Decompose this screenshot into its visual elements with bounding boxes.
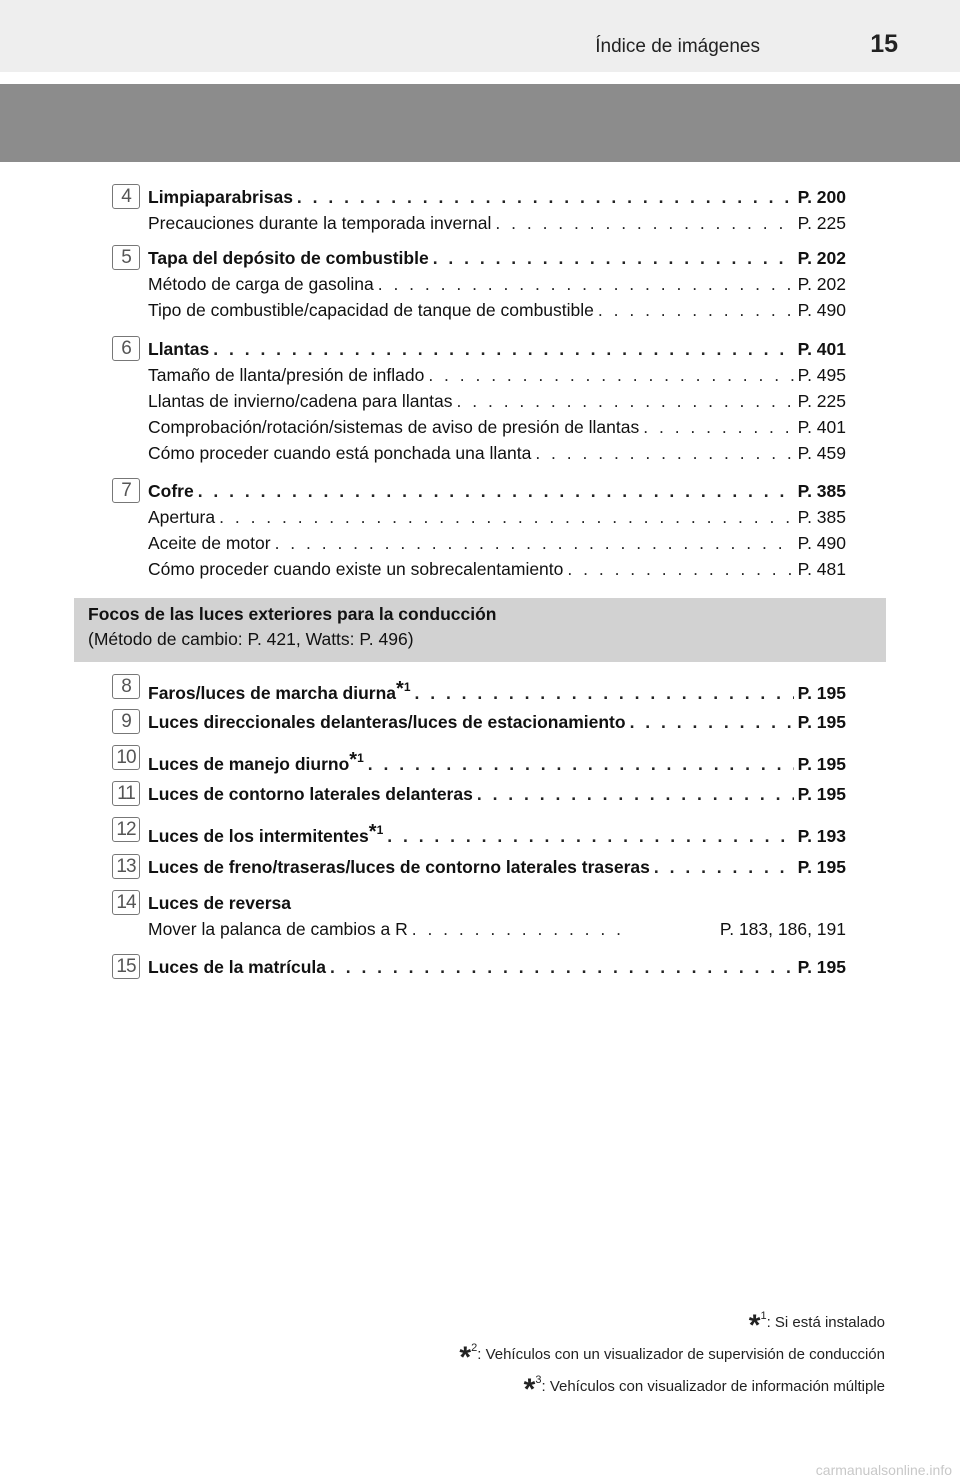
page-ref[interactable]: P. 195 [797,754,846,774]
leader-dots [368,751,794,777]
callout-number-badge: 11 [112,781,140,806]
index-group-13 [112,854,846,880]
entry-label: Luces de manejo diurno$^{*1}$ [148,749,364,774]
index-subentry[interactable] [148,362,846,388]
entry-label: Luces de los intermitentes$^{*1}$ [148,821,384,846]
index-entry[interactable] [148,478,846,504]
index-entry[interactable] [148,709,846,735]
page-ref[interactable]: P. 183, 186, 191 [719,919,846,939]
entry-label: Cofre [148,481,194,501]
entry-label: Método de carga de gasolina [148,274,374,294]
leader-dots [654,854,794,880]
leader-dots [412,916,632,942]
index-entry[interactable] [148,817,846,846]
leader-dots [643,414,793,440]
entry-label: Mover la palanca de cambios a R [148,919,408,939]
header-band [0,84,960,162]
callout-number-badge: 15 [112,954,140,979]
entry-label: Llantas [148,339,210,359]
index-entry[interactable] [148,954,846,980]
callout-number-badge: 5 [112,245,140,270]
page-header [0,0,960,72]
callout-number-badge: 6 [112,336,140,361]
entry-label: Cómo proceder cuando está ponchada una llanta [148,443,532,463]
index-subentry[interactable] [148,504,846,530]
header-title: Índice de imágenes [595,36,760,57]
index-group-7 [112,478,846,586]
page-ref[interactable]: P. 225 [797,213,846,233]
index-entry[interactable] [148,245,846,271]
leader-dots [415,680,794,706]
page-ref[interactable]: P. 459 [797,443,846,463]
index-group-12 [112,817,846,846]
leader-dots [213,336,793,362]
index-entry[interactable] [148,336,846,362]
leader-dots [433,245,794,271]
page-ref[interactable]: P. 385 [797,507,846,527]
entry-label: Luces de la matrícula [148,957,326,977]
callout-number-badge: 9 [112,709,140,734]
footnotes [185,1300,885,1406]
entry-label: Tamaño de llanta/presión de inflado [148,365,425,385]
page-ref[interactable]: P. 495 [797,365,846,385]
index-group-9 [112,709,846,735]
leader-dots [567,556,793,582]
section-title: Focos de las luces exteriores para la conducción [88,604,497,624]
index-group-5 [112,245,846,327]
callout-number-badge: 13 [112,854,140,879]
page-ref[interactable]: P. 401 [797,417,846,437]
callout-number-badge: 7 [112,478,140,503]
entry-label: Apertura [148,507,216,527]
entry-label: Limpiaparabrisas [148,187,293,207]
entry-label: Luces de reversa [148,893,292,913]
index-group-4 [112,184,846,244]
leader-dots [330,954,794,980]
leader-dots [495,210,793,236]
index-subentry[interactable] [148,297,846,323]
page-ref[interactable]: P. 195 [797,784,846,804]
index-subentry[interactable] [148,440,846,466]
page-ref[interactable]: P. 481 [797,559,846,579]
index-group-14 [112,890,846,942]
leader-dots [297,184,794,210]
entry-label: Luces direccionales delanteras/luces de estacionamiento [148,712,626,732]
leader-dots [535,440,793,466]
page-ref[interactable]: P. 195 [797,683,846,703]
callout-number-badge: 10 [112,745,140,770]
index-group-6 [112,336,846,470]
entry-label: Aceite de motor [148,533,271,553]
callout-number-badge: 14 [112,890,140,915]
page-ref[interactable]: P. 490 [797,300,846,320]
page-ref[interactable]: P. 225 [797,391,846,411]
section-heading-box [74,598,886,662]
leader-dots [428,362,793,388]
entry-label: Faros/luces de marcha diurna$^{*1}$ [148,678,411,703]
page-ref[interactable]: P. 195 [797,957,846,977]
leader-dots [457,388,794,414]
page-ref[interactable]: P. 195 [797,857,846,877]
leader-dots [378,271,794,297]
entry-label: Luces de contorno laterales delanteras [148,784,473,804]
leader-dots [598,297,794,323]
section-subtitle: (Método de cambio: P. 421, Watts: P. 496) [88,629,414,649]
index-group-8 [112,674,846,703]
callout-number-badge: 12 [112,817,140,842]
entry-label: Comprobación/rotación/sistemas de aviso de presión de llantas [148,417,640,437]
leader-dots [198,478,794,504]
index-subentry[interactable] [148,271,846,297]
footnote-marker: *1 [349,749,364,771]
entry-label: Luces de freno/traseras/luces de contorno laterales traseras [148,857,650,877]
page-ref[interactable]: P. 385 [797,481,846,501]
footnote-item: *$^2$: Vehículos con un visualizador de supervisión de conducción [459,1341,885,1374]
leader-dots [477,781,794,807]
index-entry[interactable] [148,674,846,703]
leader-dots [275,530,794,556]
index-group-10 [112,745,846,774]
index-subentry[interactable] [148,210,846,236]
entry-label: Precauciones durante la temporada invernal [148,213,492,233]
page-ref[interactable]: P. 193 [797,826,846,846]
entry-label: Cómo proceder cuando existe un sobrecalentamiento [148,559,564,579]
page-ref[interactable]: P. 195 [797,712,846,732]
index-subentry[interactable] [148,414,846,440]
index-entry[interactable] [148,184,846,210]
index-entry[interactable] [148,854,846,880]
index-group-15 [112,954,846,980]
index-entry[interactable] [148,745,846,774]
index-subentry[interactable] [148,916,846,942]
footnote-marker: *1 [396,678,411,700]
index-entry [148,890,846,916]
index-subentry[interactable] [148,556,846,582]
footnote-marker: *1 [368,821,384,843]
watermark: carmanualsonline.info [815,1462,952,1478]
leader-dots [387,823,793,849]
page-ref[interactable]: P. 202 [797,248,846,268]
leader-dots [219,504,794,530]
leader-dots [630,709,794,735]
footnote-item: *$^1$: Si está instalado [748,1309,885,1342]
entry-label: Tapa del depósito de combustible [148,248,429,268]
page-number: 15 [870,30,898,58]
page-ref[interactable]: P. 200 [797,187,846,207]
callout-number-badge: 4 [112,184,140,209]
entry-label: Tipo de combustible/capacidad de tanque de combustible [148,300,594,320]
index-entry[interactable] [148,781,846,807]
index-subentry[interactable] [148,530,846,556]
page-ref[interactable]: P. 202 [797,274,846,294]
footnote-item: *$^3$: Vehículos con visualizador de información múltiple [523,1373,885,1406]
entry-label: Llantas de invierno/cadena para llantas [148,391,453,411]
page-ref[interactable]: P. 490 [797,533,846,553]
page-ref[interactable]: P. 401 [797,339,846,359]
index-subentry[interactable] [148,388,846,414]
index-group-11 [112,781,846,807]
callout-number-badge: 8 [112,674,140,699]
